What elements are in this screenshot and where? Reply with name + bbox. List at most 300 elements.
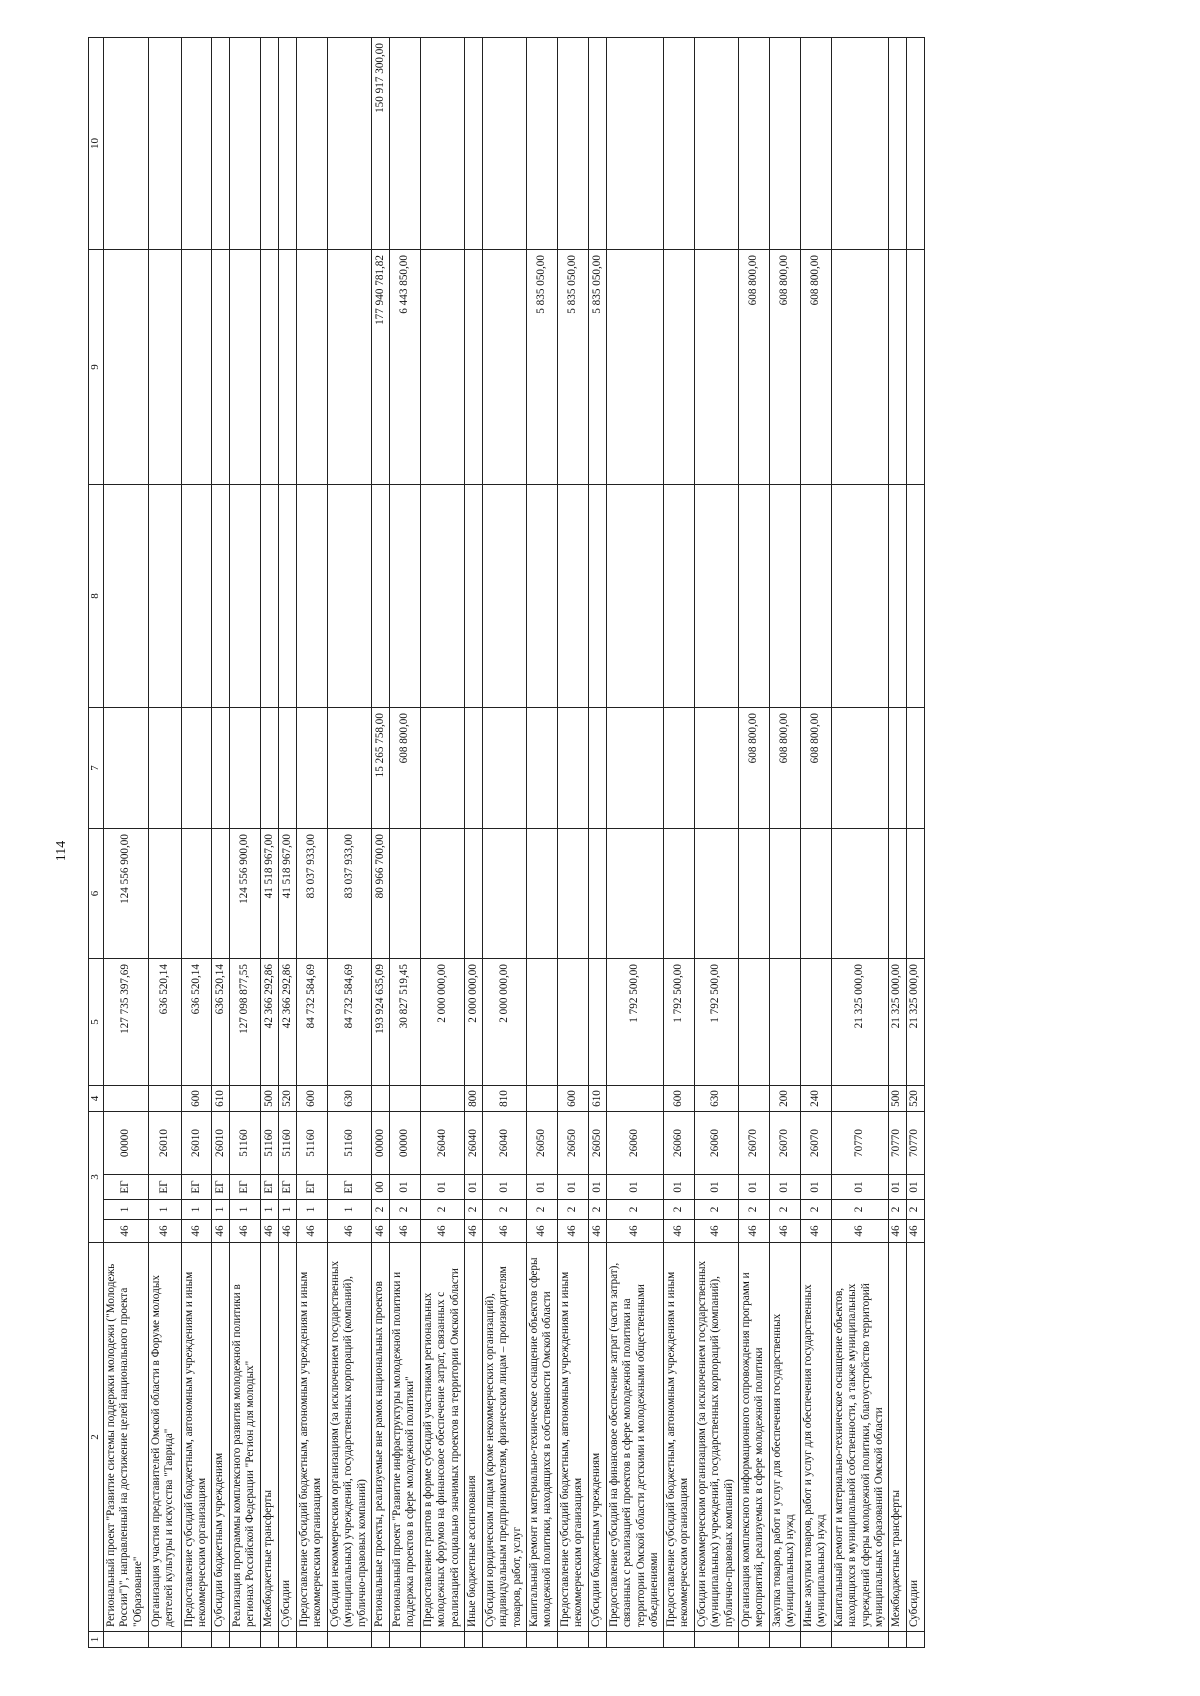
- table-row: [229, 38, 260, 1648]
- amount-col-5: 1 792 500,00: [663, 959, 694, 1086]
- amount-col-6: [738, 829, 769, 959]
- code-part-2: 2: [389, 1200, 420, 1220]
- amount-col-6: [389, 829, 420, 959]
- amount-col-9: [182, 250, 212, 485]
- row-name: Межбюджетные трансферты: [888, 1243, 906, 1632]
- amount-col-6: [482, 829, 526, 959]
- code-part-3: 01: [831, 1175, 888, 1200]
- expense-type-code: 200: [769, 1086, 800, 1112]
- amount-col-6: 41 518 967,00: [278, 829, 296, 959]
- code-part-1: 46: [420, 1220, 464, 1243]
- amount-col-5: 127 098 877,55: [229, 959, 260, 1086]
- amount-col-9: [104, 250, 149, 485]
- code-part-1: 46: [769, 1220, 800, 1243]
- amount-col-10: [327, 38, 371, 250]
- code-part-3: 01: [906, 1175, 924, 1200]
- amount-col-9: [149, 250, 182, 485]
- row-number-cell: [606, 1632, 663, 1648]
- amount-col-6: [211, 829, 229, 959]
- amount-col-5: 2 000 000,00: [482, 959, 526, 1086]
- code-part-4: 00000: [389, 1112, 420, 1175]
- amount-col-8: [420, 485, 464, 708]
- amount-col-9: [278, 250, 296, 485]
- code-part-4: 70770: [831, 1112, 888, 1175]
- table-row: [389, 38, 420, 1648]
- amount-col-9: 608 800,00: [800, 250, 831, 485]
- amount-col-6: [182, 829, 212, 959]
- amount-col-7: [831, 708, 888, 829]
- amount-col-8: [800, 485, 831, 708]
- amount-col-5: 42 366 292,86: [260, 959, 278, 1086]
- amount-col-5: 1 792 500,00: [694, 959, 738, 1086]
- amount-col-5: 127 735 397,69: [104, 959, 149, 1086]
- amount-col-10: [104, 38, 149, 250]
- code-part-1: 46: [104, 1220, 149, 1243]
- expense-type-code: [738, 1086, 769, 1112]
- table-row: [278, 38, 296, 1648]
- amount-col-10: [663, 38, 694, 250]
- amount-col-10: [464, 38, 482, 250]
- table-row: [769, 38, 800, 1648]
- amount-col-6: 124 556 900,00: [104, 829, 149, 959]
- table-row: [557, 38, 588, 1648]
- expense-type-code: [420, 1086, 464, 1112]
- amount-col-10: [906, 38, 924, 250]
- amount-col-8: [663, 485, 694, 708]
- row-name: Субсидии юридическим лицам (кроме некоммерческих организаций), индивидуальным предпринимателям, физическим лицам – производителям товаров, работ, услуг: [482, 1243, 526, 1632]
- expense-type-code: 810: [482, 1086, 526, 1112]
- amount-col-7: [278, 708, 296, 829]
- code-part-3: ЕГ: [327, 1175, 371, 1200]
- column-header: 6: [89, 829, 104, 959]
- table-row: [588, 38, 606, 1648]
- row-number-cell: [182, 1632, 212, 1648]
- row-number-cell: [211, 1632, 229, 1648]
- column-header: 2: [89, 1243, 104, 1632]
- expense-type-code: 520: [278, 1086, 296, 1112]
- code-part-1: 46: [464, 1220, 482, 1243]
- code-part-2: 2: [800, 1200, 831, 1220]
- row-number-cell: [296, 1632, 327, 1648]
- code-part-2: 1: [149, 1200, 182, 1220]
- code-part-2: 2: [738, 1200, 769, 1220]
- code-part-2: 2: [906, 1200, 924, 1220]
- amount-col-10: [694, 38, 738, 250]
- amount-col-8: [229, 485, 260, 708]
- amount-col-8: [260, 485, 278, 708]
- row-name: Субсидии бюджетным учреждениям: [211, 1243, 229, 1632]
- code-part-4: 26010: [211, 1112, 229, 1175]
- amount-col-10: [526, 38, 557, 250]
- rotated-page: [88, 43, 1190, 1648]
- amount-col-10: [278, 38, 296, 250]
- row-name: Региональный проект "Развитие инфраструктуры молодежной политики и поддержка проектов в сфере молодежной политики": [389, 1243, 420, 1632]
- code-part-2: 2: [371, 1200, 389, 1220]
- table-row: [420, 38, 464, 1648]
- code-part-2: 2: [769, 1200, 800, 1220]
- column-header: 1: [89, 1632, 104, 1648]
- amount-col-10: [420, 38, 464, 250]
- code-part-4: 26040: [420, 1112, 464, 1175]
- row-number-cell: [557, 1632, 588, 1648]
- amount-col-5: 21 325 000,00: [831, 959, 888, 1086]
- code-part-3: 01: [694, 1175, 738, 1200]
- code-part-4: 26010: [182, 1112, 212, 1175]
- code-part-3: 01: [769, 1175, 800, 1200]
- amount-col-6: [606, 829, 663, 959]
- amount-col-8: [738, 485, 769, 708]
- amount-col-7: 15 265 758,00: [371, 708, 389, 829]
- code-part-4: 26010: [149, 1112, 182, 1175]
- amount-col-7: [694, 708, 738, 829]
- code-part-2: 2: [694, 1200, 738, 1220]
- amount-col-8: [557, 485, 588, 708]
- code-part-3: ЕГ: [278, 1175, 296, 1200]
- column-header: 9: [89, 250, 104, 485]
- amount-col-7: [104, 708, 149, 829]
- code-part-1: 46: [663, 1220, 694, 1243]
- code-part-4: 51160: [229, 1112, 260, 1175]
- code-part-2: 1: [260, 1200, 278, 1220]
- amount-col-6: [149, 829, 182, 959]
- code-part-2: 1: [296, 1200, 327, 1220]
- code-part-1: 46: [182, 1220, 212, 1243]
- code-part-3: 01: [389, 1175, 420, 1200]
- code-part-1: 46: [389, 1220, 420, 1243]
- expense-type-code: 500: [260, 1086, 278, 1112]
- amount-col-6: [800, 829, 831, 959]
- amount-col-6: [888, 829, 906, 959]
- amount-col-7: [906, 708, 924, 829]
- expense-type-code: 600: [296, 1086, 327, 1112]
- code-part-2: 1: [229, 1200, 260, 1220]
- amount-col-8: [831, 485, 888, 708]
- amount-col-10: [296, 38, 327, 250]
- amount-col-9: [906, 250, 924, 485]
- amount-col-6: 80 966 700,00: [371, 829, 389, 959]
- amount-col-6: [557, 829, 588, 959]
- code-part-3: ЕГ: [229, 1175, 260, 1200]
- amount-col-9: 608 800,00: [769, 250, 800, 485]
- amount-col-7: [420, 708, 464, 829]
- table-row: [104, 38, 149, 1648]
- expense-type-code: 600: [557, 1086, 588, 1112]
- table-row: [296, 38, 327, 1648]
- expense-type-code: [371, 1086, 389, 1112]
- code-part-2: 2: [526, 1200, 557, 1220]
- amount-col-9: [694, 250, 738, 485]
- amount-col-8: [588, 485, 606, 708]
- table-row: [211, 38, 229, 1648]
- amount-col-9: [831, 250, 888, 485]
- row-number-cell: [663, 1632, 694, 1648]
- row-name: Иные закупки товаров, работ и услуг для обеспечения государственных (муниципальных) нужд: [800, 1243, 831, 1632]
- table-row: [464, 38, 482, 1648]
- amount-col-9: 5 835 050,00: [526, 250, 557, 485]
- code-part-3: ЕГ: [182, 1175, 212, 1200]
- amount-col-10: [260, 38, 278, 250]
- amount-col-5: 636 520,14: [149, 959, 182, 1086]
- code-part-3: ЕГ: [296, 1175, 327, 1200]
- table-row: [606, 38, 663, 1648]
- code-part-1: 46: [371, 1220, 389, 1243]
- amount-col-6: [663, 829, 694, 959]
- code-part-4: 70770: [906, 1112, 924, 1175]
- code-part-2: 1: [211, 1200, 229, 1220]
- expense-type-code: 630: [694, 1086, 738, 1112]
- code-part-1: 46: [327, 1220, 371, 1243]
- amount-col-8: [769, 485, 800, 708]
- row-name: Организация комплексного информационного сопровождения программ и мероприятий, реализуемых в сфере молодежной политики: [738, 1243, 769, 1632]
- code-part-3: 01: [738, 1175, 769, 1200]
- amount-col-9: 177 940 781,82: [371, 250, 389, 485]
- row-name: Предоставление субсидий бюджетным, автономным учреждениям и иным некоммерческим организациям: [296, 1243, 327, 1632]
- amount-col-8: [906, 485, 924, 708]
- row-name: Субсидии некоммерческим организациям (за исключением государственных (муниципальных) учреждений, государственных корпораций (компаний), публично-правовых компаний): [694, 1243, 738, 1632]
- expense-type-code: [104, 1086, 149, 1112]
- amount-col-8: [182, 485, 212, 708]
- code-part-3: 01: [888, 1175, 906, 1200]
- amount-col-8: [278, 485, 296, 708]
- amount-col-7: [149, 708, 182, 829]
- code-part-3: ЕГ: [104, 1175, 149, 1200]
- table-body: [104, 38, 925, 1648]
- code-part-4: 26070: [800, 1112, 831, 1175]
- table-row: [526, 38, 557, 1648]
- table-row: [738, 38, 769, 1648]
- amount-col-10: [149, 38, 182, 250]
- code-part-4: 26050: [557, 1112, 588, 1175]
- code-part-4: 26060: [606, 1112, 663, 1175]
- expense-type-code: 610: [211, 1086, 229, 1112]
- row-number-cell: [420, 1632, 464, 1648]
- amount-col-5: 21 325 000,00: [888, 959, 906, 1086]
- code-part-2: 1: [278, 1200, 296, 1220]
- amount-col-10: [482, 38, 526, 250]
- code-part-1: 46: [526, 1220, 557, 1243]
- column-header: 4: [89, 1086, 104, 1112]
- amount-col-8: [606, 485, 663, 708]
- code-part-1: 46: [296, 1220, 327, 1243]
- amount-col-5: 636 520,14: [211, 959, 229, 1086]
- code-part-3: 01: [588, 1175, 606, 1200]
- expense-type-code: 800: [464, 1086, 482, 1112]
- code-part-1: 46: [738, 1220, 769, 1243]
- expense-type-code: [526, 1086, 557, 1112]
- amount-col-8: [389, 485, 420, 708]
- code-part-4: 26050: [588, 1112, 606, 1175]
- expense-type-code: [149, 1086, 182, 1112]
- expense-type-code: 600: [663, 1086, 694, 1112]
- amount-col-9: 5 835 050,00: [588, 250, 606, 485]
- amount-col-5: 2 000 000,00: [464, 959, 482, 1086]
- code-part-3: 00: [371, 1175, 389, 1200]
- code-part-4: 26040: [464, 1112, 482, 1175]
- amount-col-7: [482, 708, 526, 829]
- code-part-4: 26040: [482, 1112, 526, 1175]
- code-part-2: 1: [327, 1200, 371, 1220]
- amount-col-8: [104, 485, 149, 708]
- row-number-cell: [229, 1632, 260, 1648]
- amount-col-8: [694, 485, 738, 708]
- column-header: 7: [89, 708, 104, 829]
- code-part-3: ЕГ: [149, 1175, 182, 1200]
- table-row: [888, 38, 906, 1648]
- amount-col-9: [888, 250, 906, 485]
- amount-col-7: [888, 708, 906, 829]
- code-part-4: 00000: [104, 1112, 149, 1175]
- table-row: [831, 38, 888, 1648]
- amount-col-7: 608 800,00: [800, 708, 831, 829]
- column-number-row: [89, 38, 104, 1648]
- code-part-4: 26060: [694, 1112, 738, 1175]
- amount-col-9: 608 800,00: [738, 250, 769, 485]
- amount-col-7: [606, 708, 663, 829]
- amount-col-5: 636 520,14: [182, 959, 212, 1086]
- table-row: [906, 38, 924, 1648]
- row-number-cell: [906, 1632, 924, 1648]
- amount-col-7: [260, 708, 278, 829]
- code-part-4: 51160: [278, 1112, 296, 1175]
- row-number-cell: [149, 1632, 182, 1648]
- amount-col-5: [738, 959, 769, 1086]
- amount-col-6: [464, 829, 482, 959]
- code-part-1: 46: [588, 1220, 606, 1243]
- row-number-cell: [888, 1632, 906, 1648]
- amount-col-6: [694, 829, 738, 959]
- amount-col-9: [464, 250, 482, 485]
- amount-col-7: [182, 708, 212, 829]
- budget-table-container: [88, 43, 1190, 1648]
- code-part-3: 01: [526, 1175, 557, 1200]
- code-part-3: 01: [606, 1175, 663, 1200]
- row-name: Субсидии бюджетным учреждениям: [588, 1243, 606, 1632]
- code-part-3: 01: [557, 1175, 588, 1200]
- code-part-3: 01: [800, 1175, 831, 1200]
- row-name: Субсидии: [278, 1243, 296, 1632]
- amount-col-9: 6 443 850,00: [389, 250, 420, 485]
- amount-col-6: 83 037 933,00: [327, 829, 371, 959]
- code-part-2: 2: [831, 1200, 888, 1220]
- row-name: Реализация программы комплексного развития молодежной политики в регионах Российской Федерации "Регион для молодых": [229, 1243, 260, 1632]
- amount-col-9: [296, 250, 327, 485]
- row-name: Предоставление субсидий бюджетным, автономным учреждениям и иным некоммерческим организациям: [557, 1243, 588, 1632]
- expense-type-code: 520: [906, 1086, 924, 1112]
- amount-col-9: [327, 250, 371, 485]
- amount-col-8: [371, 485, 389, 708]
- expense-type-code: [229, 1086, 260, 1112]
- code-part-4: 26070: [738, 1112, 769, 1175]
- amount-col-8: [149, 485, 182, 708]
- expense-type-code: [606, 1086, 663, 1112]
- amount-col-5: 21 325 000,00: [906, 959, 924, 1086]
- amount-col-10: [738, 38, 769, 250]
- table-row: [260, 38, 278, 1648]
- row-number-cell: [694, 1632, 738, 1648]
- code-part-1: 46: [482, 1220, 526, 1243]
- row-name: Субсидии некоммерческим организациям (за исключением государственных (муниципальных) учреждений, государственных корпораций (компаний), публично-правовых компаний): [327, 1243, 371, 1632]
- row-number-cell: [769, 1632, 800, 1648]
- code-part-1: 46: [606, 1220, 663, 1243]
- amount-col-9: 5 835 050,00: [557, 250, 588, 485]
- code-part-4: 26050: [526, 1112, 557, 1175]
- expense-type-code: 610: [588, 1086, 606, 1112]
- table-row: [663, 38, 694, 1648]
- row-number-cell: [464, 1632, 482, 1648]
- row-name: Предоставление субсидий бюджетным, автономным учреждениям и иным некоммерческим организациям: [663, 1243, 694, 1632]
- code-part-3: 01: [663, 1175, 694, 1200]
- amount-col-7: [464, 708, 482, 829]
- code-part-1: 46: [694, 1220, 738, 1243]
- amount-col-7: [296, 708, 327, 829]
- code-part-2: 2: [588, 1200, 606, 1220]
- row-name: Предоставление грантов в форме субсидий участникам региональных молодежных форумов на финансовое обеспечение затрат, связанных с реализацией социально значимых проектов на территории Омской области: [420, 1243, 464, 1632]
- amount-col-9: [420, 250, 464, 485]
- table-row: [694, 38, 738, 1648]
- row-name: Региональные проекты, реализуемые вне рамок национальных проектов: [371, 1243, 389, 1632]
- code-part-1: 46: [906, 1220, 924, 1243]
- row-name: Предоставление субсидий на финансовое обеспечение затрат (части затрат), связанных с реализацией проектов в сфере молодежной политики на территории Омской области детскими и молодежными общественными объединениями: [606, 1243, 663, 1632]
- amount-col-6: 83 037 933,00: [296, 829, 327, 959]
- expense-type-code: 500: [888, 1086, 906, 1112]
- amount-col-7: [211, 708, 229, 829]
- amount-col-9: [229, 250, 260, 485]
- code-part-4: 26070: [769, 1112, 800, 1175]
- row-number-cell: [831, 1632, 888, 1648]
- column-header: 3: [89, 1112, 104, 1243]
- amount-col-9: [211, 250, 229, 485]
- row-number-cell: [260, 1632, 278, 1648]
- expense-type-code: 600: [182, 1086, 212, 1112]
- code-part-1: 46: [800, 1220, 831, 1243]
- code-part-2: 2: [557, 1200, 588, 1220]
- code-part-3: ЕГ: [211, 1175, 229, 1200]
- amount-col-10: [831, 38, 888, 250]
- amount-col-5: [800, 959, 831, 1086]
- amount-col-8: [211, 485, 229, 708]
- code-part-2: 2: [420, 1200, 464, 1220]
- amount-col-5: [557, 959, 588, 1086]
- amount-col-8: [296, 485, 327, 708]
- code-part-2: 2: [606, 1200, 663, 1220]
- amount-col-10: [588, 38, 606, 250]
- amount-col-7: [526, 708, 557, 829]
- amount-col-5: [526, 959, 557, 1086]
- table-row: [149, 38, 182, 1648]
- code-part-2: 2: [663, 1200, 694, 1220]
- expense-type-code: 630: [327, 1086, 371, 1112]
- amount-col-6: [526, 829, 557, 959]
- amount-col-8: [327, 485, 371, 708]
- amount-col-7: [557, 708, 588, 829]
- amount-col-10: [229, 38, 260, 250]
- amount-col-5: 1 792 500,00: [606, 959, 663, 1086]
- code-part-1: 46: [211, 1220, 229, 1243]
- code-part-3: 01: [420, 1175, 464, 1200]
- page-number: 114: [54, 840, 69, 862]
- expense-type-code: [389, 1086, 420, 1112]
- code-part-4: 26060: [663, 1112, 694, 1175]
- row-name: Капитальный ремонт и материально-техническое оснащение объектов, находящихся в муниципальной собственности, а также муниципальных учреждений сферы молодежной политики, благоустройство территорий муниципальных образований Омской области: [831, 1243, 888, 1632]
- amount-col-8: [888, 485, 906, 708]
- row-number-cell: [104, 1632, 149, 1648]
- amount-col-5: 84 732 584,69: [296, 959, 327, 1086]
- code-part-3: 01: [464, 1175, 482, 1200]
- code-part-4: 51160: [296, 1112, 327, 1175]
- table-row: [182, 38, 212, 1648]
- amount-col-9: [663, 250, 694, 485]
- expense-type-code: [831, 1086, 888, 1112]
